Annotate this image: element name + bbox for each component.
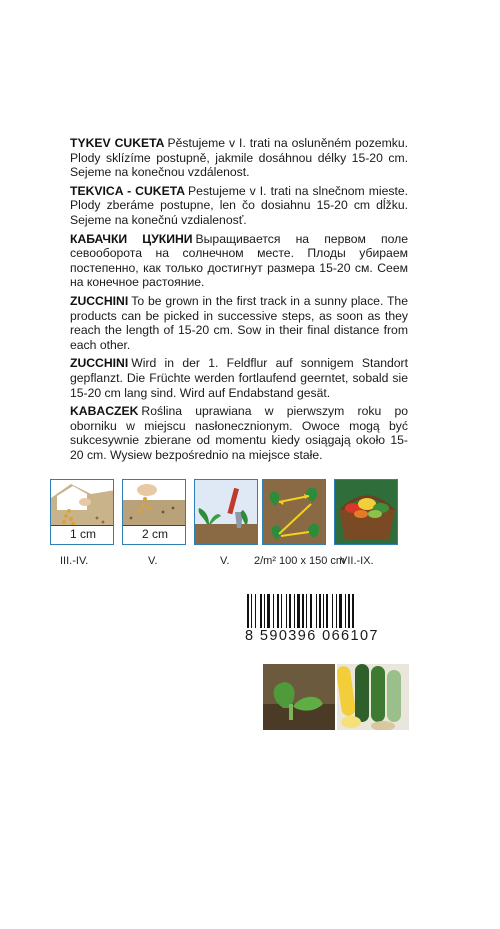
paragraph-text: Roślina uprawiana w pierwszym roku po oborniku w miejscu nasłonecznionym. Owoce mogą być sukcesywnie zbierane od momentu kiedy osiągają około 15-20 cm. Wysiew bezpośrednio na miejsce stałe. xyxy=(70,404,408,462)
sowing-depth-label: 2 cm xyxy=(123,525,186,544)
paragraph-text: Выращивается на первом поле севооборота на солнечном месте. Плоды убираем постепенно, как только достигнут размера 15-20 см. Сеем на конечное растояние. xyxy=(70,231,408,290)
sowing-depth-label: 1 cm xyxy=(51,525,114,544)
step-spacing xyxy=(254,479,346,567)
paragraph-text: Wird in der 1. Feldflur auf sonnigem Standort gepflanzt. Die Früchte werden fortlaufend geerntet, sobald sie 15-20 cm lang sind. Wird auf Endabstand gesät. xyxy=(70,356,408,400)
barcode-number: 8 590396 066107 xyxy=(243,628,407,644)
seedling-photo xyxy=(263,664,335,730)
paragraph-cz xyxy=(70,136,408,180)
instructions-text xyxy=(70,136,408,466)
transplanting-icon xyxy=(194,479,258,545)
step-period: III.-IV. xyxy=(60,555,89,567)
step-period: V. xyxy=(220,555,230,567)
sowing-depth-2cm-icon xyxy=(122,479,186,545)
paragraph-en xyxy=(70,294,408,352)
step-sowing-1cm xyxy=(50,479,118,567)
paragraph-de xyxy=(70,356,408,400)
paragraph-heading: TYKEV CUKETA xyxy=(70,136,165,150)
step-period: 2/m² 100 x 150 cm xyxy=(254,555,346,567)
zucchini-fruits-photo xyxy=(337,664,409,730)
barcode xyxy=(243,594,405,652)
step-transplanting xyxy=(194,479,262,567)
paragraph-text: To be grown in the first track in a sunny place. The products can be picked in successive steps, as soon as they reach the length of 15-20 cm. Sow in their final distance from each other. xyxy=(70,293,408,352)
paragraph-heading: ZUCCHINI xyxy=(70,293,129,308)
step-period: VII.-IX. xyxy=(340,555,374,567)
paragraph-heading: КАБАЧКИ ЦУКИНИ xyxy=(70,231,193,246)
plant-spacing-icon xyxy=(262,479,326,545)
paragraph-text: Pěstujeme v I. trati na osluněném pozemku. Plody sklízíme postupně, jakmile dosáhnou délky 15-20 cm. Sejeme na konečnou vzdálenost. xyxy=(70,136,408,180)
sowing-depth-1cm-icon xyxy=(50,479,114,545)
step-sowing-2cm xyxy=(122,479,190,567)
paragraph-heading: TEKVICA - CUKETA xyxy=(70,183,186,198)
paragraph-ru xyxy=(70,232,408,290)
paragraph-heading: KABACZEK xyxy=(70,404,139,419)
step-period: V. xyxy=(148,555,158,567)
harvest-basket-icon xyxy=(334,479,398,545)
growing-steps xyxy=(50,479,402,569)
step-harvest xyxy=(334,479,402,567)
paragraph-sk xyxy=(70,184,408,228)
paragraph-text: Pestujeme v I. trati na slnečnom mieste. Plody zberáme postupne, len čo dosiahnu 15-20 cm dĺžku. Sejeme na konečnú vzdialenosť. xyxy=(70,183,408,227)
paragraph-pl xyxy=(70,404,408,462)
paragraph-heading: ZUCCHINI xyxy=(70,356,129,371)
